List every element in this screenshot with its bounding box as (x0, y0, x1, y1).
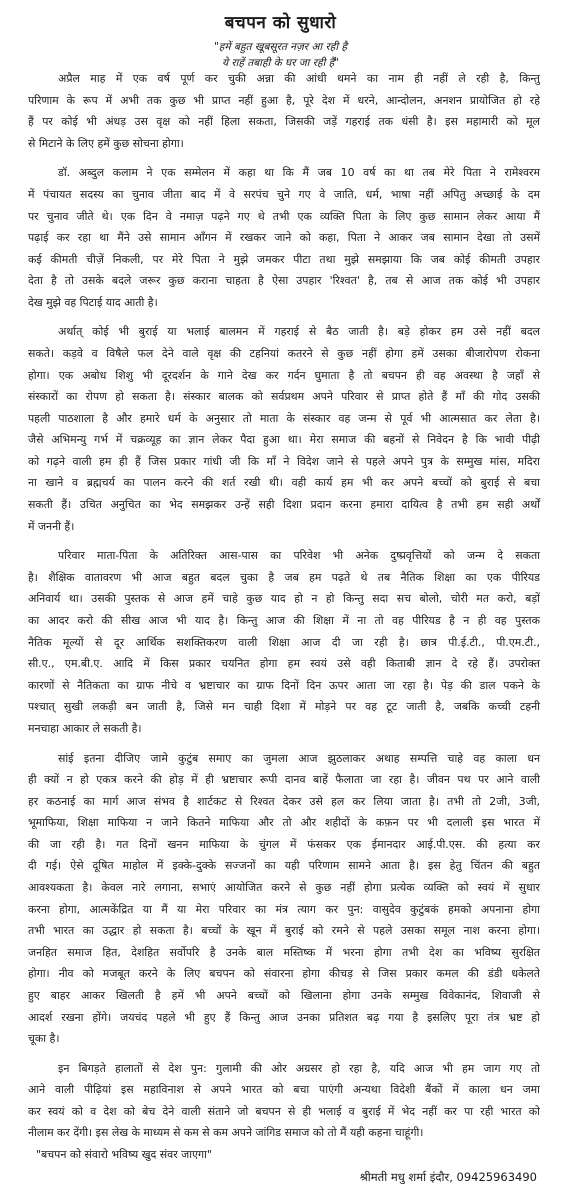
body-line: सकते। कड़वे व विषैले फल देने वाले वृक्ष की टहनियां कतरने से कुछ नहीं होगा हमें उसका बीजारोपण रोकना (28, 347, 540, 360)
body-line: से मिटाने के लिए हमें कुछ सोचना होगा। (28, 137, 184, 150)
body-line: ना खाने व ब्रह्मचर्य का पालन करने की शर्त रखी थी। वही कार्य हम भी कर अपने बच्चों को बुराई से बचा (28, 476, 540, 489)
body-line: कारणों से नैतिकता का ग्राफ नीचे व भ्रष्टाचार का ग्राफ दिनों दिन ऊपर आता जा रहा है। पेड़ की डाल पकने के (28, 679, 540, 692)
body-line: कर स्वयं को व देश को बेच देने वाली संताने जो बचपन से ही भलाई व बुराई में भेद नहीं कर पा रही भारत को (28, 1105, 540, 1118)
body-line: देख मुझे वह पिटाई याद आती है। (28, 296, 158, 309)
body-line: पढ़ाई कर रहा था मैंने उसे सामान आँगन में रखकर जाने को कहा, पिता ने आकर जब सामान देखा तो उसमें (28, 231, 540, 244)
body-line: को गढ़ने वाली हम ही हैं जिस प्रकार गांधी जी कि माँ ने विदेश जाने से पहले अपने पुत्र के सम्मुख मांस, मदिरा (28, 455, 540, 468)
body-line: होगा। नीव को मजबूत करने के लिए बचपन को संवारना होगा कीचड़ से जिस प्रकार कमल की डंडी धकेलते (28, 967, 540, 980)
body-line: भूमाफिया, शिक्षा माफिया न जाने कितने माफिया और तो और शहीदों के कफ़न पर भी दलाली इस भारत में (28, 816, 540, 829)
body-line: अप्रैल माह में एक वर्ष पूर्ण कर चुकी अन्ना की आंधी थमने का नाम ही नहीं ले रही है, किन्तु (58, 72, 540, 85)
body-line: नैतिक मूल्यों से दूर आर्थिक सशक्तिकरण वाली शिक्षा आज दी जा रही है। छात्र पी.ई.टी., पी.एम.टी., (28, 636, 540, 649)
closing-quote: "बचपन को संवारो भविष्य खुद संवर जाएगा" (36, 1148, 213, 1161)
body-line: हैं पर कोई भी अंधड़ उस वृक्ष को नहीं हिला सकता, जिसकी जड़ें गहराई तक धंसी है। इस महामारी को मूल (28, 115, 540, 128)
body-line: सांई इतना दीजिए जामे कुटुंब समाए का जुमला आज झुठलाकर अथाह सम्पत्ति चाहे वह काला धन (58, 752, 540, 765)
body-line: दी गई। ऐसे दूषित माहोल में इक्के-दुक्के सज्जनों का यही परिणाम सामने आता है। इस हेतु चिंतन की बहुत (28, 859, 540, 872)
body-line: परिणाम के रूप में अभी तक कुछ भी प्राप्त नहीं हुआ है, पूरे देश में धरने, आन्दोलन, अनशन प्रायोजित हो रहे (28, 94, 540, 107)
author-signature: श्रीमती मधु शर्मा इंदौर, 09425963490 (359, 1170, 537, 1184)
opening-quote-line-2: ये राहें तबाही के घर जा रही हैं" (221, 57, 340, 69)
body-line: संस्कारों का रोपण हो सकता है। संस्कार बालक को सर्वप्रथम अपने परिवार से प्राप्त होते हैं माँ की गोद उसकी (28, 390, 540, 403)
body-line: की जा रही है। गत दिनों खनन माफिया के चुंगल में फंसकर एक ईमानदार आई.पी.एस. की हत्या कर (28, 838, 540, 851)
body-line: में जननी हैं। (28, 520, 75, 533)
body-line: हुए बाहर आकर खिलती है हमें भी अपने बच्चों को खिलाना होगा उनके सम्मुख विवेकानंद, शिवाजी से (28, 989, 540, 1002)
body-line: चूका है। (28, 1032, 60, 1045)
body-line: परिवार माता-पिता के अतिरिक्त आस-पास का परिवेश भी अनेक दुष्प्रवृत्तियों को जन्म दे सकता (58, 549, 540, 562)
body-line: हर कठनाई का मार्ग आज संभव है शार्टकट से रिश्वत देकर उसे हल कर लिया जाता है। तभी तो 2जी, 3जी, (28, 795, 540, 808)
body-line: इन बिगड़ते हालातों से देश पुन: गुलामी की ओर अग्रसर हो रहा है, यदि आज भी हम जाग गए तो (58, 1062, 540, 1075)
body-line: आने वाली पीढ़ियां इस महाविनाश से अपने भारत को बचा पाएंगी अन्यथा विदेशी बैंकों में काला धन जमा (28, 1083, 540, 1096)
body-line: में पंचायत सदस्य का चुनाव जीता बाद में वे सरपंच चुने गए वे जाति, धर्म, भाषा नहीं अपितु अच्छाई के दम (28, 188, 540, 201)
opening-quote-line-1: "हमें बहुत खूबसूरत नज़र आ रही है (213, 41, 348, 53)
body-line: कई कीमती चीज़ें निकली, पर मेरे पिता ने मुझे जमकर पीटा तथा मुझे समझाया कि जब कोई कीमती उपहार (28, 253, 540, 266)
body-line: मनचाहा आकार ले सकती है। (28, 722, 142, 735)
body-line: डॉ. अब्दुल कलाम ने एक सम्मेलन में कहा था कि मैं जब 10 वर्ष का था तब मेरे पिता ने रामेश्वरम (58, 166, 540, 179)
body-line: सी.ए., एम.बी.ए. आदि में किस प्रकार चयनित होगा हम स्वयं उसे वही किताबी ज्ञान दे रहे हैं। उपरोक्त (28, 657, 540, 670)
body-line: करना होगा, आत्मकेंद्रित या मैं या मेरा परिवार का मंत्र त्याग कर पुन: वासुदेव कुटुंबकं हमको अपनाना होगा (28, 903, 540, 916)
body-line: है। शैक्षिक वातावरण भी आज बहुत बदल चुका है जब हम पढ़ते थे तब नैतिक शिक्षा का एक पीरियड (28, 571, 540, 584)
article-title: बचपन को सुधारो (224, 13, 337, 33)
body-line: नीलाम कर देंगी। इस लेख के माध्यम से कम से कम अपने जांगिड समाज को तो मैं यही कहना चाहूंगी। (28, 1126, 424, 1139)
body-line: पश्चात् सुखी लकड़ी बन जाती है, जिसे मन चाही दिशा में मोड़ने पर वह टूट जाती है, जबकि कच्ची टहनी (28, 700, 540, 713)
body-line: ही क्यों न हो एकत्र करने की होड़ में ही भ्रष्टाचार रूपी दानव बाहें फैलाता जा रहा है। जीवन पथ पर आने वाली (28, 773, 540, 786)
body-line: अनिवार्य था। उसकी पुस्तक से आज हमें चाहे कुछ याद हो न हो किन्तु सदा सच बोलो, चोरी मत करो, बड़ों (28, 592, 540, 605)
body-line: आवश्यकता है। केवल नारे लगाना, सभाएं आयोजित करने से कुछ नहीं होगा प्रत्येक व्यक्ति को स्वयं में सुधार (28, 881, 540, 894)
body-line: अर्थात् कोई भी बुराई या भलाई बालमन में गहराई से बैठ जाती है। बड़े होकर हम उसे नहीं बदल (58, 325, 540, 338)
body-line: का आदर करो की सीख आज भी याद है। किन्तु आज की शिक्षा में ना तो वह पीरियड है न ही वह पुस्तक (28, 614, 540, 627)
body-line: पर चुनाव जीते थे। एक दिन वे नमाज़ पढ़ने गए थे तभी एक व्यक्ति पिता के लिए कुछ सामान लेकर आया मैं (28, 210, 540, 223)
body-line: जैसे अभिमन्यु गर्भ में चक्रव्यूह का ज्ञान लेकर पैदा हुआ था। मेरा समाज की बहनों से निवेदन है कि भावी पीढ़ी (28, 433, 540, 446)
body-line: देता है तो उसके बदले जरूर कुछ कराना चाहता है ऐसा उपहार 'रिश्वत' है, तब से आज तक कोई भी उपहार (28, 274, 540, 287)
body-line: तभी भारत का उद्धार हो सकता है। बच्चों के खून में बुराई को रमने से पहले उसका समूल नाश करना होगा। (28, 924, 540, 937)
body-line: जनहित समाज हित, देशहित सर्वोपरि है उनके बाल मस्तिष्क में भरना होगा तभी देश का भविष्य सुरक्षित (28, 946, 540, 959)
body-line: होगा। एक अबोध शिशु भी दूरदर्शन के गाने देख कर गर्दन घुमाता है तो बचपन ही वह अवस्था है जहाँ से (28, 369, 540, 382)
body-line: आदर्श रखना होंगे। जयचंद पहले भी हुए हैं किन्तु आज उनका प्रतिशत बढ़ गया है इसलिए पूरा तंत्र भ्रष्ट हो (28, 1011, 540, 1024)
body-line: सकती हैं। उचित अनुचित का भेद समझकर उन्हें सही दिशा प्रदान करना हमारा दायित्व है तभी हम सही अर्थों (28, 498, 540, 511)
body-line: पहली पाठशाला है और हमारे धर्म के अनुसार तो माता के संस्कार वह जन्म से पूर्व भी आत्मसात कर लेता है। (28, 412, 540, 425)
